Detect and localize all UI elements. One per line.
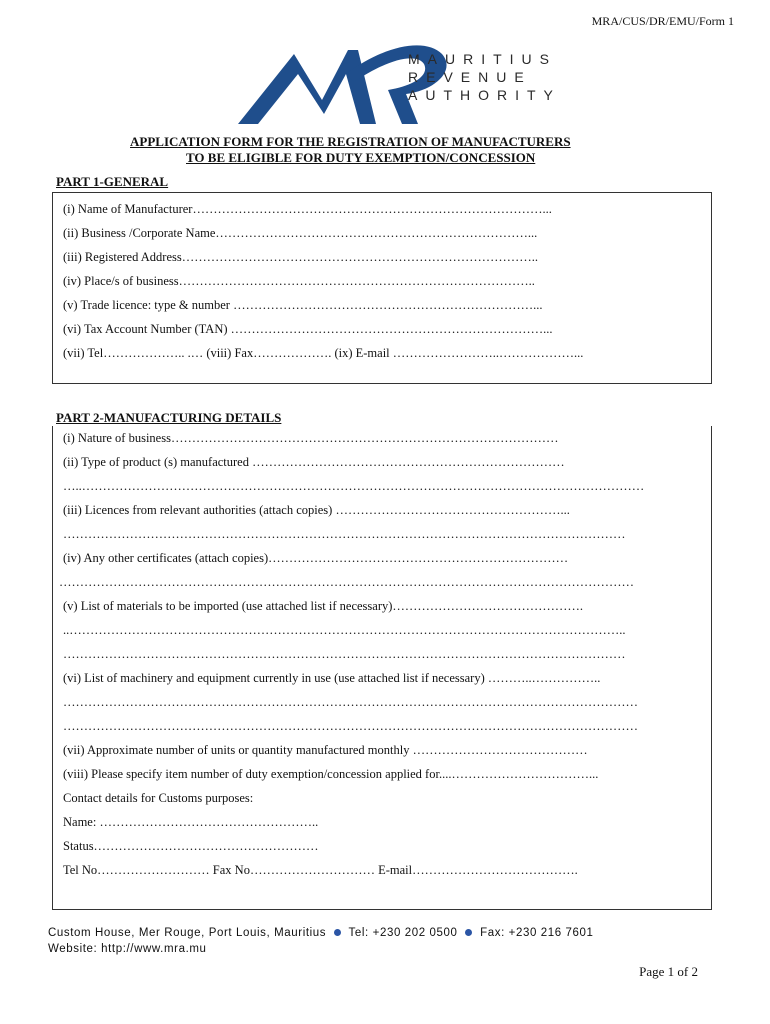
part1-field-registered-address[interactable]: (iii) Registered Address………………………………………………………………………….. [63,250,538,264]
part1-box [52,192,712,384]
bullet-icon [465,929,472,936]
part2-line-machinery-cont-1[interactable]: ………………………………………………………………………………………………………………………… [63,695,638,709]
bullet-icon [334,929,341,936]
form-title-line-1: APPLICATION FORM FOR THE REGISTRATION OF MANUFACTURERS [130,134,571,149]
part2-contact-heading: Contact details for Customs purposes: [63,791,254,805]
part2-line-nature-of-business[interactable]: (i) Nature of business………………………………………………………………………………… [63,431,559,445]
part2-line-monthly-quantity[interactable]: (vii) Approximate number of units or quantity manufactured monthly …………………………………… [63,743,588,757]
part2-line-materials-cont-1[interactable]: ..…………………………………………………………………………………………………………………….. [63,623,626,637]
part2-contact-tel-fax-email[interactable]: Tel No……………………… Fax No………………………… E-mail…………………………………. [63,863,578,877]
footer-contact-line [48,925,594,941]
part2-line-materials-imported[interactable]: (v) List of materials to be imported (use attached list if necessary)………………………………………. [63,599,584,613]
part1-field-name-of-manufacturer[interactable]: (i) Name of Manufacturer…………………………………………………………………………... [63,202,552,216]
form-code: MRA/CUS/DR/EMU/Form 1 [591,14,734,28]
part1-field-place-of-business[interactable]: (iv) Place/s of business………………………………………………………………………….. [63,274,535,288]
page-number: Page 1 of 2 [639,964,698,979]
footer-tel: Tel: +230 202 0500 [348,927,458,939]
part2-line-materials-cont-2[interactable]: ……………………………………………………………………………………………………………………… [63,647,626,661]
form-title-line-2 [130,150,660,166]
part2-box [52,426,712,910]
part2-contact-status[interactable]: Status……………………………………………… [63,839,319,853]
footer-address: Custom House, Mer Rouge, Port Louis, Mauritius [48,927,327,939]
footer-fax: Fax: +230 216 7601 [480,927,594,939]
part1-heading: PART 1-GENERAL [56,174,169,189]
form-title-line-2-text: TO BE ELIGIBLE FOR DUTY EXEMPTION/CONCESSION [186,150,536,165]
footer-website[interactable]: Website: http://www.mra.mu [48,943,207,955]
part1-field-business-name[interactable]: (ii) Business /Corporate Name…………………………………………………………………... [63,226,538,240]
logo-line-1: MAURITIUS [408,51,557,67]
part1-field-trade-licence[interactable]: (v) Trade licence: type & number ………………………………………………………………... [63,298,543,312]
part2-line-other-certificates[interactable]: (iv) Any other certificates (attach copies)……………………………………………………………… [63,551,569,565]
footer [48,925,594,957]
part2-line-licences[interactable]: (iii) Licences from relevant authorities (attach copies) ………………………………………………... [63,503,570,517]
logo-text [408,50,561,104]
part2-line-item-number[interactable]: (viii) Please specify item number of duty exemption/concession applied for....……………………………... [63,767,599,781]
part1-field-tax-account-number[interactable]: (vi) Tax Account Number (TAN) …………………………………………………………………... [63,322,553,336]
part2-contact-name[interactable]: Name: …………………………………………….. [63,815,319,829]
part2-line-type-of-product-cont[interactable]: …..……………………………………………………………………………………………………………………… [63,479,645,493]
part1-field-tel-fax-email[interactable]: (vii) Tel……………….. .… (viii) Fax………………. (ix) E-mail ……………………..………………... [63,346,584,360]
part2-line-licences-cont[interactable]: ……………………………………………………………………………………………………………………… [63,527,626,541]
part2-heading: PART 2-MANUFACTURING DETAILS [56,410,282,425]
logo-line-2: REVENUE [408,69,532,85]
part2-line-machinery[interactable]: (vi) List of machinery and equipment currently in use (use attached list if necessary) ………..…………….. [63,671,601,685]
part2-line-type-of-product[interactable]: (ii) Type of product (s) manufactured ………………………………………………………………… [63,455,565,469]
part2-line-other-certificates-cont[interactable]: ………………………………………………………………………………………………………………………… [59,575,634,589]
logo-line-3: AUTHORITY [408,87,561,103]
part2-line-machinery-cont-2[interactable]: ………………………………………………………………………………………………………………………… [63,719,638,733]
